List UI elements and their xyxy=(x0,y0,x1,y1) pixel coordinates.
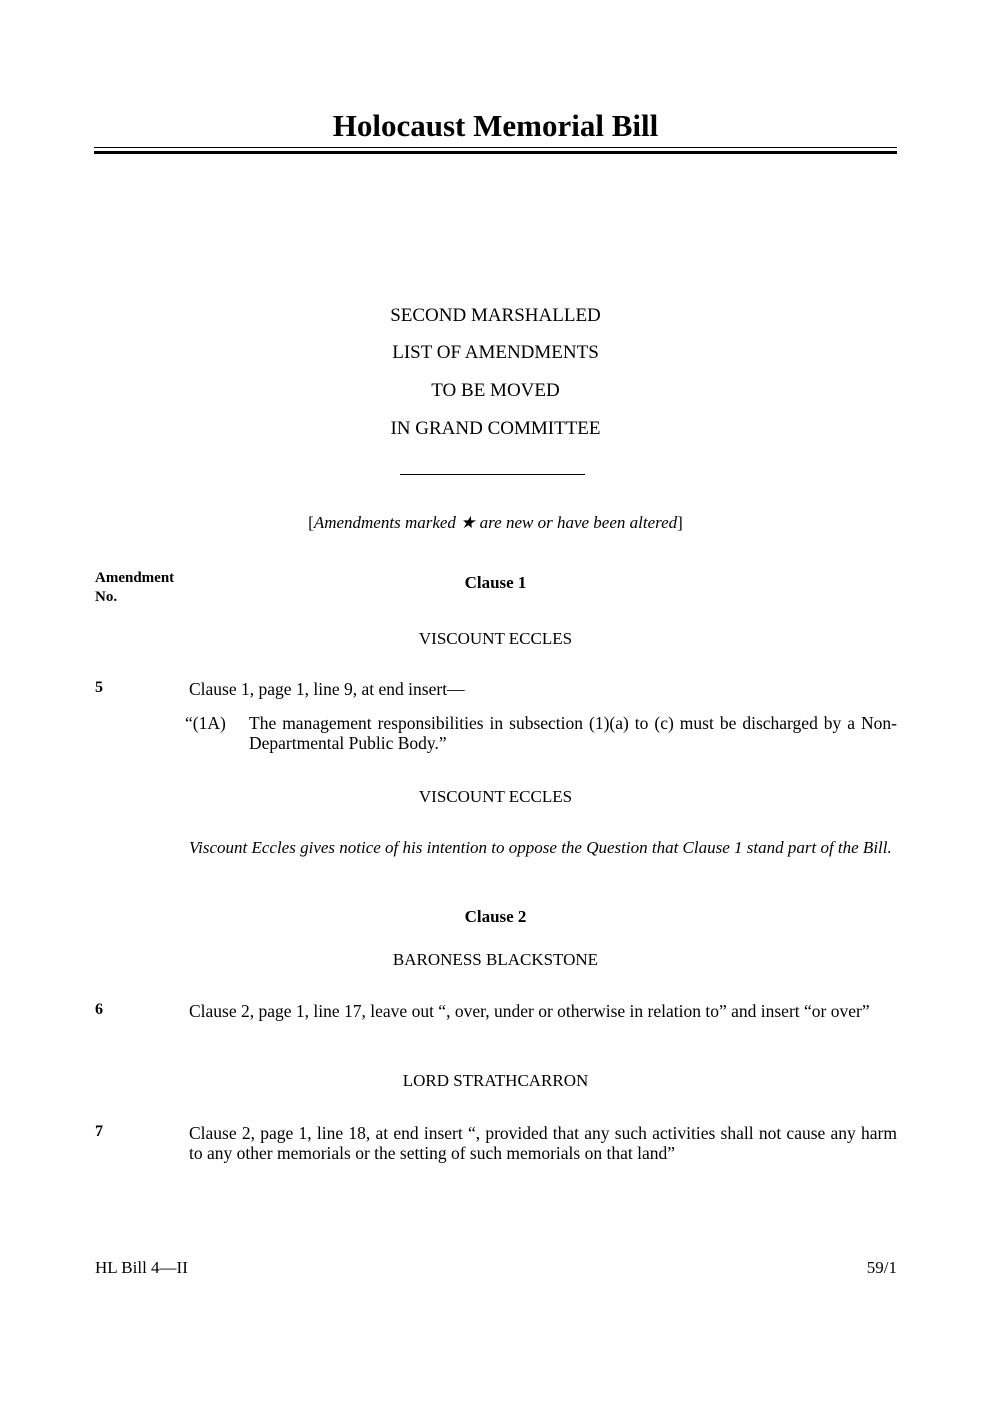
member-name: VISCOUNT ECCLES xyxy=(418,629,573,648)
notice-text: Viscount Eccles gives notice of his intention to oppose the Question that Clause 1 stand part of the Bill. xyxy=(189,838,892,857)
heading-line: SECOND MARSHALLED xyxy=(390,305,601,326)
subsection-label: “(1A) xyxy=(185,713,226,733)
member-name: VISCOUNT ECCLES xyxy=(418,787,573,806)
title-rule-thin xyxy=(94,147,897,148)
amendment-no-label: Amendment No. xyxy=(95,570,175,605)
divider xyxy=(400,474,585,475)
heading-line: LIST OF AMENDMENTS xyxy=(392,342,599,363)
member-name: LORD STRATHCARRON xyxy=(402,1071,589,1090)
footer-bill-ref: HL Bill 4—II xyxy=(95,1258,188,1277)
title-rule-thick xyxy=(94,151,897,154)
amendment-number: 6 xyxy=(95,1001,103,1018)
member-name: BARONESS BLACKSTONE xyxy=(392,950,599,969)
heading-line: IN GRAND COMMITTEE xyxy=(390,418,601,439)
amendment-text: Clause 2, page 1, line 18, at end insert “, provided that any such activities shall not cause any harm to any other memorials or the setting of such memorials on that land” xyxy=(189,1123,897,1163)
amendments-note: [Amendments marked ★ are new or have been altered] xyxy=(308,513,683,532)
heading-line: TO BE MOVED xyxy=(431,380,560,401)
amendment-text: Clause 1, page 1, line 9, at end insert— xyxy=(189,679,465,699)
subsection-text: The management responsibilities in subsection (1)(a) to (c) must be discharged by a Non-Departmental Public Body.” xyxy=(249,713,897,753)
footer-page-ref: 59/1 xyxy=(866,1258,897,1277)
bill-title: Holocaust Memorial Bill xyxy=(332,108,659,143)
amendment-number: 5 xyxy=(95,679,103,696)
amendment-number: 7 xyxy=(95,1123,103,1140)
clause-heading: Clause 2 xyxy=(464,907,527,926)
clause-heading: Clause 1 xyxy=(464,573,527,592)
amendment-text: Clause 2, page 1, line 17, leave out “, over, under or otherwise in relation to” and insert “or over” xyxy=(189,1001,870,1021)
